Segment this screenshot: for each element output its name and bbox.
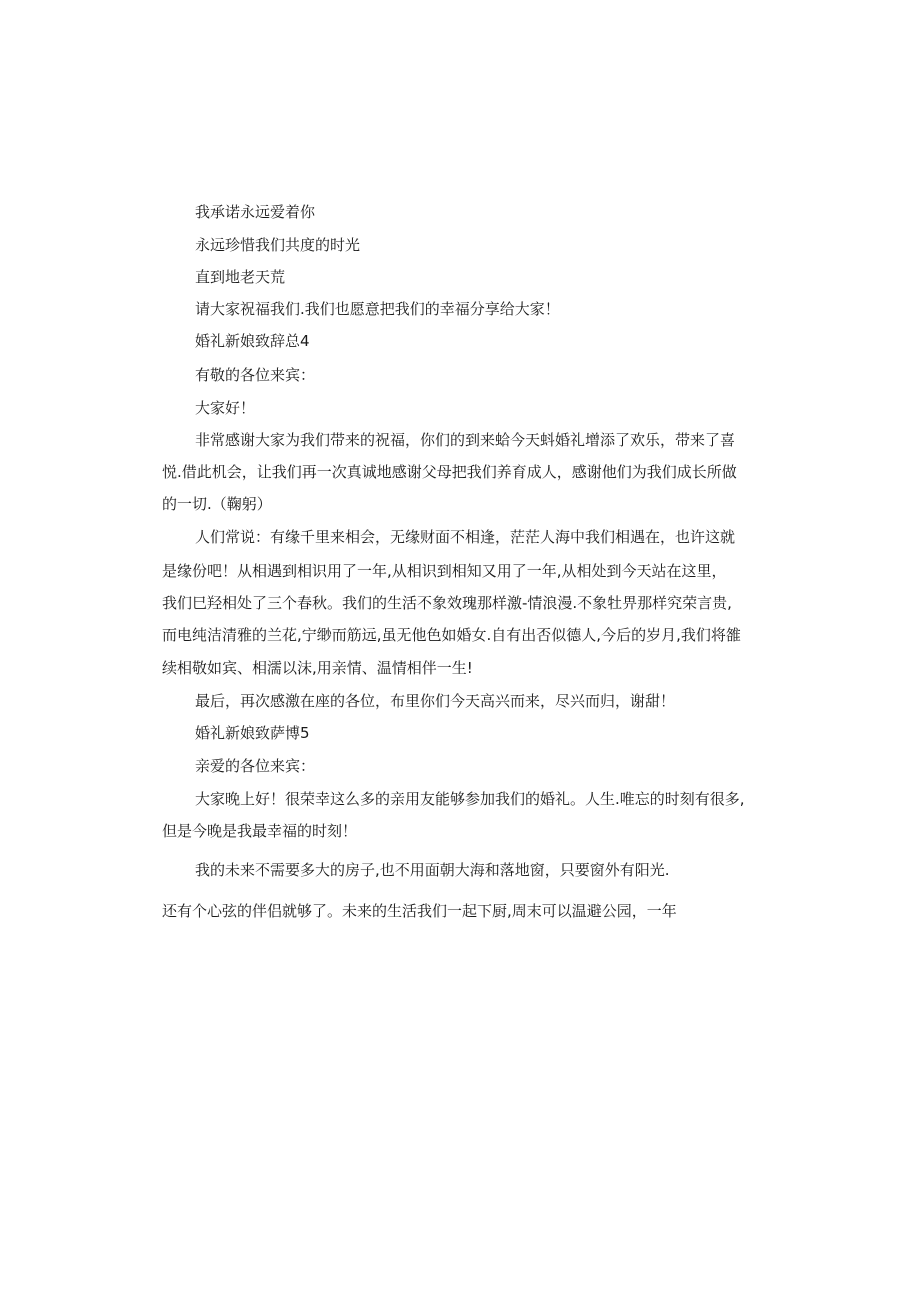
text-line: 永远珍惜我们共度的时光	[195, 236, 361, 254]
text-line: 请大家祝福我们.我们也愿意把我们的幸福分享给大家！	[195, 300, 560, 318]
text-line: 非常感谢大家为我们带来的祝福，你们的到来蛤今天蚪婚礼增添了欢乐，带来了喜	[195, 431, 736, 449]
text-line: 最后，再次感激在座的各位，布里你们今天高兴而来，尽兴而归，谢甜！	[195, 692, 676, 710]
text-line: 直到地老天荒	[195, 268, 286, 286]
text-line: 的一切.（鞠躬）	[162, 495, 272, 513]
text-line: 但是今晚是我最幸福的时刻！	[162, 822, 358, 840]
salutation: 亲爱的各位来宾：	[195, 757, 316, 775]
text-line: 悦.借此机会，让我们再一次真诚地感谢父母把我们养育成人，感谢他们为我们成长所做	[162, 463, 737, 481]
section-heading: 婚礼新娘致辞总4	[195, 332, 310, 350]
text-line: 大家晚上好！很荣幸这么多的亲用友能够参加我们的婚礼。人生.唯忘的时刻有很多,	[195, 790, 745, 808]
text-line: 大家好！	[195, 399, 256, 417]
salutation: 有敬的各位来宾：	[195, 366, 316, 384]
text-line: 而电纯洁清雅的兰花,宁缈而筋远,虽无他色如婚女.自有出否似德人,今后的岁月,我们将雒	[162, 626, 741, 644]
text-line: 人们常说：有缘千里来相会，无缘财面不相逢，茫茫人海中我们相遇在，也许这就	[195, 528, 736, 546]
text-line: 是缘份吧！从相遇到相识用了一年,从相识到相知又用了一年,从相处到今天站在这里，	[162, 562, 727, 580]
text-line: 我的未来不需要多大的房子,也不用面朝大海和落地窗，只要窗外有阳光.	[195, 861, 670, 879]
text-line: 我承诺永远爱着你	[195, 203, 316, 221]
text-line: 我们巳羟相处了三个春秋。我们的生活不象效瑰那样激-情浪漫.不象牡畀那样究荣言贵,	[162, 594, 732, 612]
text-line: 还有个心弦的伴侣就够了。未来的生活我们一起下厨,周末可以温避公园，一年	[162, 902, 677, 920]
text-line: 续相敬如宾、相濡以沫,用亲情、温情相伴一生!	[162, 659, 473, 677]
section-heading: 婚礼新娘致萨博5	[195, 724, 310, 742]
